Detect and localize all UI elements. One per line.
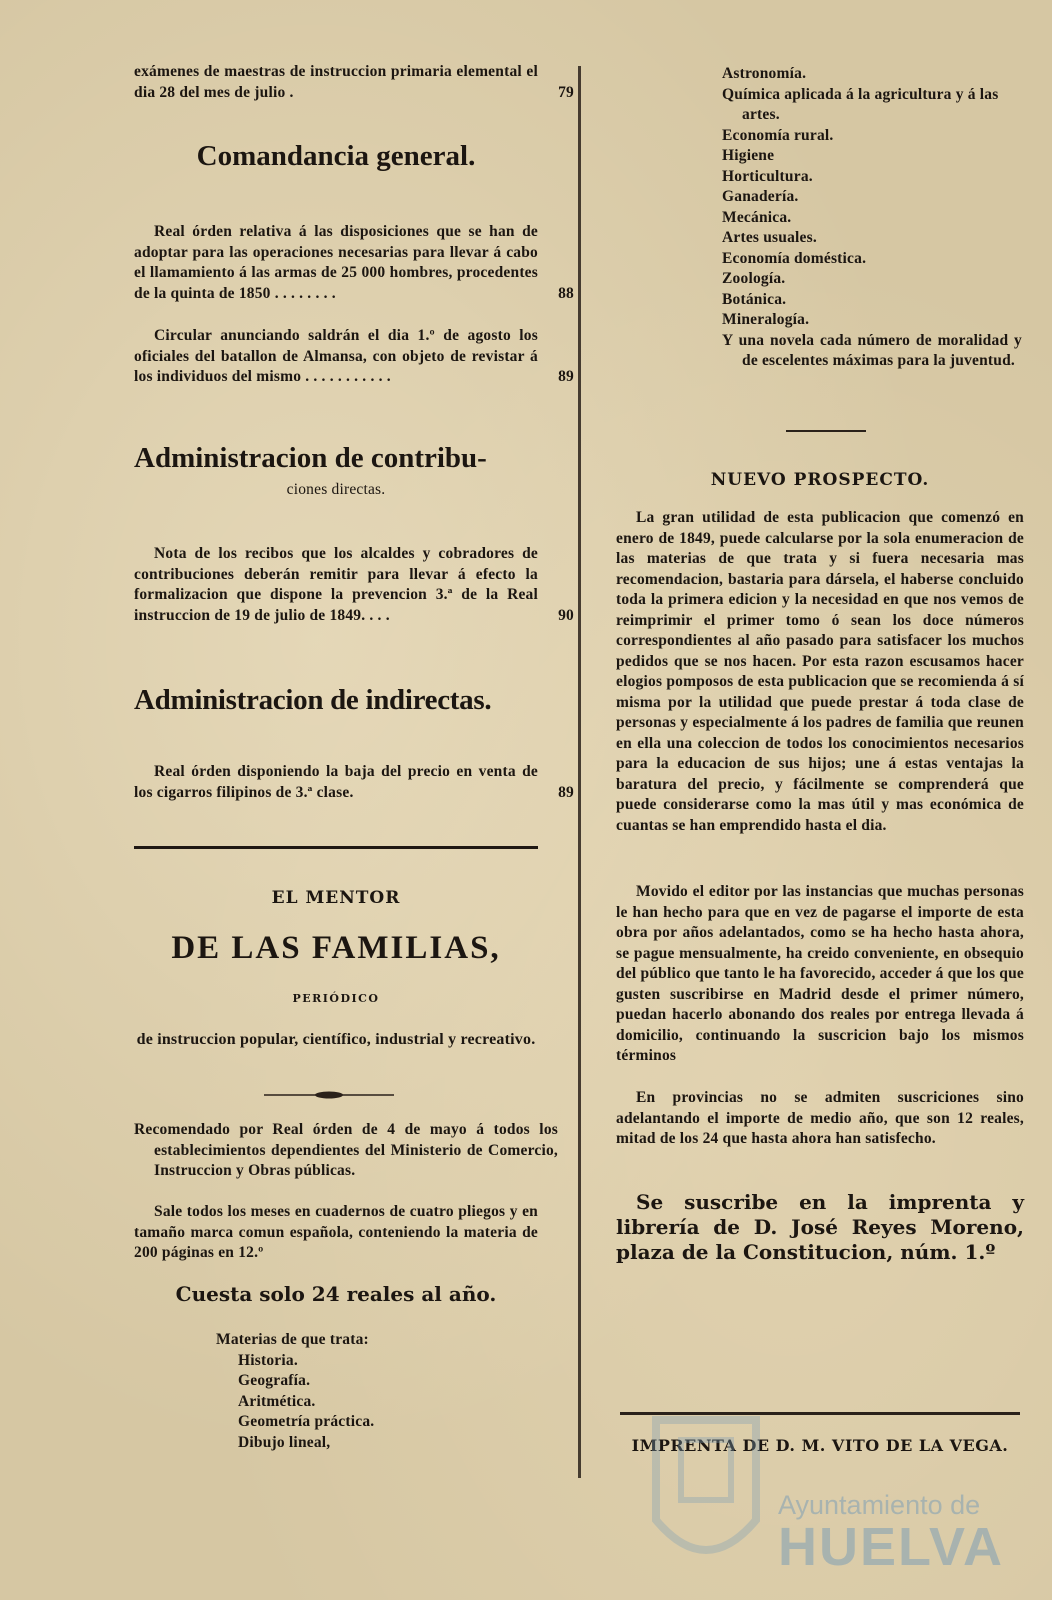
materia-item: Mineralogía. [722,311,810,328]
watermark-line-1: Ayuntamiento de [778,1490,981,1520]
small-divider [786,430,866,432]
index-entry-nota-recibos [134,544,578,626]
page-number: 90 [558,606,574,624]
materias-label: Materias de que trata: [216,1331,369,1348]
index-entry-real-orden-armas [134,222,578,304]
price-line: Cuesta solo 24 reales al año. [175,1282,497,1306]
materia-item: Zoología. [722,270,786,287]
section-heading-indirectas: Administracion de indirectas. [134,684,492,716]
materia-item: Dibujo lineal, [238,1433,331,1451]
page-number: 79 [558,83,574,101]
materia-item: Geometría práctica. [238,1413,375,1430]
recomendado-paragraph: Recomendado por Real órden de 4 de mayo á todos los establecimientos dependientes del Ministerio de Comercio, Instruccion y Obras públicas. [134,1121,558,1179]
periodico-label: PERIÓDICO [292,992,380,1005]
sale-paragraph: Sale todos los meses en cuadernos de cuatro pliegos y en tamaño marca comun española, conteniendo la materia de 200 páginas en 12.º [134,1203,538,1261]
mentor-small-title: EL MENTOR [271,888,401,908]
materia-item: Y una novela cada número de moralidad y de escelentes máximas para la juventud. [722,331,1022,369]
materia-item: Higiene [722,147,775,164]
entry-text: Circular anunciando saldrán el dia 1.º de agosto los oficiales del batallon de Almansa, con objeto de revistar á los individuos del mismo . . . . . . . . . . . [134,327,538,385]
entry-text: Real órden disponiendo la baja del precio en venta de los cigarros filipinos de 3.ª clase. [134,763,538,801]
column-divider [578,66,581,1478]
mentor-big-title: DE LAS FAMILIAS, [171,930,501,966]
entry-text: Nota de los recibos que los alcaldes y cobradores de contribuciones deberán remitir para llevar á efecto la formalizacion que dispone la prevencion 3.ª de la Real instruccion de 19 de julio de 1849. . . . [134,545,538,624]
section-heading-contribuciones: Administracion de contribu- [134,442,487,474]
entry-text: exámenes de maestras de instruccion primaria elemental el dia 28 del mes de julio . [134,63,538,101]
materia-item: Geografía. [238,1372,311,1389]
materia-item: Química aplicada á la agricultura y á las artes. [722,85,999,123]
mentor-subtitle: de instruccion popular, científico, industrial y recreativo. [136,1031,536,1048]
materias-block [216,1330,516,1453]
prospecto-paragraph-3: En provincias no se admiten suscriciones sino adelantando el importe de medio año, que son 12 reales, mitad de los 24 que hasta ahora han satisfecho. [616,1089,1024,1147]
prospecto-paragraph-2: Movido el editor por las instancias que muchas personas le han hecho para que en vez de pagarse el importe de esta obra por años adelantados, como se ha hecho hasta ahora, se pague mensualmente, ha creido conveniente, en obsequio del público que tanto le ha favorecido, acceder á que los que gusten suscribirse en Madrid desde el primer número, puedan hacerlo abonando dos reales por entrega llevada á domicilio, continuando la suscricion bajo los mismos términos [616,883,1024,1064]
materia-item: Mecánica. [722,208,792,226]
index-entry-circular-almansa [134,326,578,388]
index-entry-cigarros [134,762,578,803]
materias-list-left [216,1351,516,1454]
materia-item: Historia. [238,1351,298,1369]
ornament-divider [264,1090,394,1100]
page-number: 88 [558,284,574,302]
materia-item: Ganadería. [722,188,799,205]
materia-item: Astronomía. [722,65,807,82]
materia-item: Horticultura. [722,167,813,185]
section-heading-comandancia: Comandancia general. [196,140,476,172]
imprenta-footer: IMPRENTA DE D. M. VITO DE LA VEGA. [631,1436,1009,1455]
materia-item: Botánica. [722,290,787,308]
prospecto-paragraph-1: La gran utilidad de esta publicacion que comenzó en enero de 1849, puede calcularse por la sola enumeracion de las materias de que trata y si fuera necesaria mas recomendacion, bastaria para dársela, el haberse concluido toda la primera edicion y la necesidad en que nos vemos de reimprimir el primer tomo ó sean los doce números correspondientes al año pasado para satisfacer los muchos pedidos que se nos hacen. Por esta razon escusamos hacer elogios pomposos de esta publicacion que se recomienda á sí misma por la utilidad que puede prestar á toda clase de personas y especialmente á los padres de familia que reunen en ella una coleccion de todos los conocimientos necesarios para la educacion de sus hijos; une á estas ventajas la baratura del precio, y fácilmente se comprenderá que puede considerarse como la mas útil y mas económica de cuantas se han emprendido hasta el dia. [616,509,1024,834]
page-number: 89 [558,368,574,385]
section-divider [134,846,538,849]
entry-text: Real órden relativa á las disposiciones que se han de adoptar para las operaciones necesarias para llevar á cabo el llamamiento á las armas de 25 000 hombres, procedentes de la quinta de 1850 . . . . . . . . [134,223,538,302]
watermark-line-2: HUELVA [778,1517,1004,1577]
nuevo-prospecto-title: NUEVO PROSPECTO. [710,470,930,490]
materia-item: Aritmética. [238,1392,316,1410]
suscribe-notice: Se suscribe en la imprenta y librería de D. José Reyes Moreno, plaza de la Constitucion, núm. 1.º [616,1190,1024,1264]
materia-item: Economía doméstica. [722,249,867,267]
materia-item: Artes usuales. [722,229,817,246]
page-number: 89 [558,783,574,801]
index-entry-examenes [134,62,578,103]
materia-item: Economía rural. [722,126,834,144]
section-heading-contribuciones-cont: ciones directas. [286,481,386,498]
materias-list-right [722,64,1022,372]
